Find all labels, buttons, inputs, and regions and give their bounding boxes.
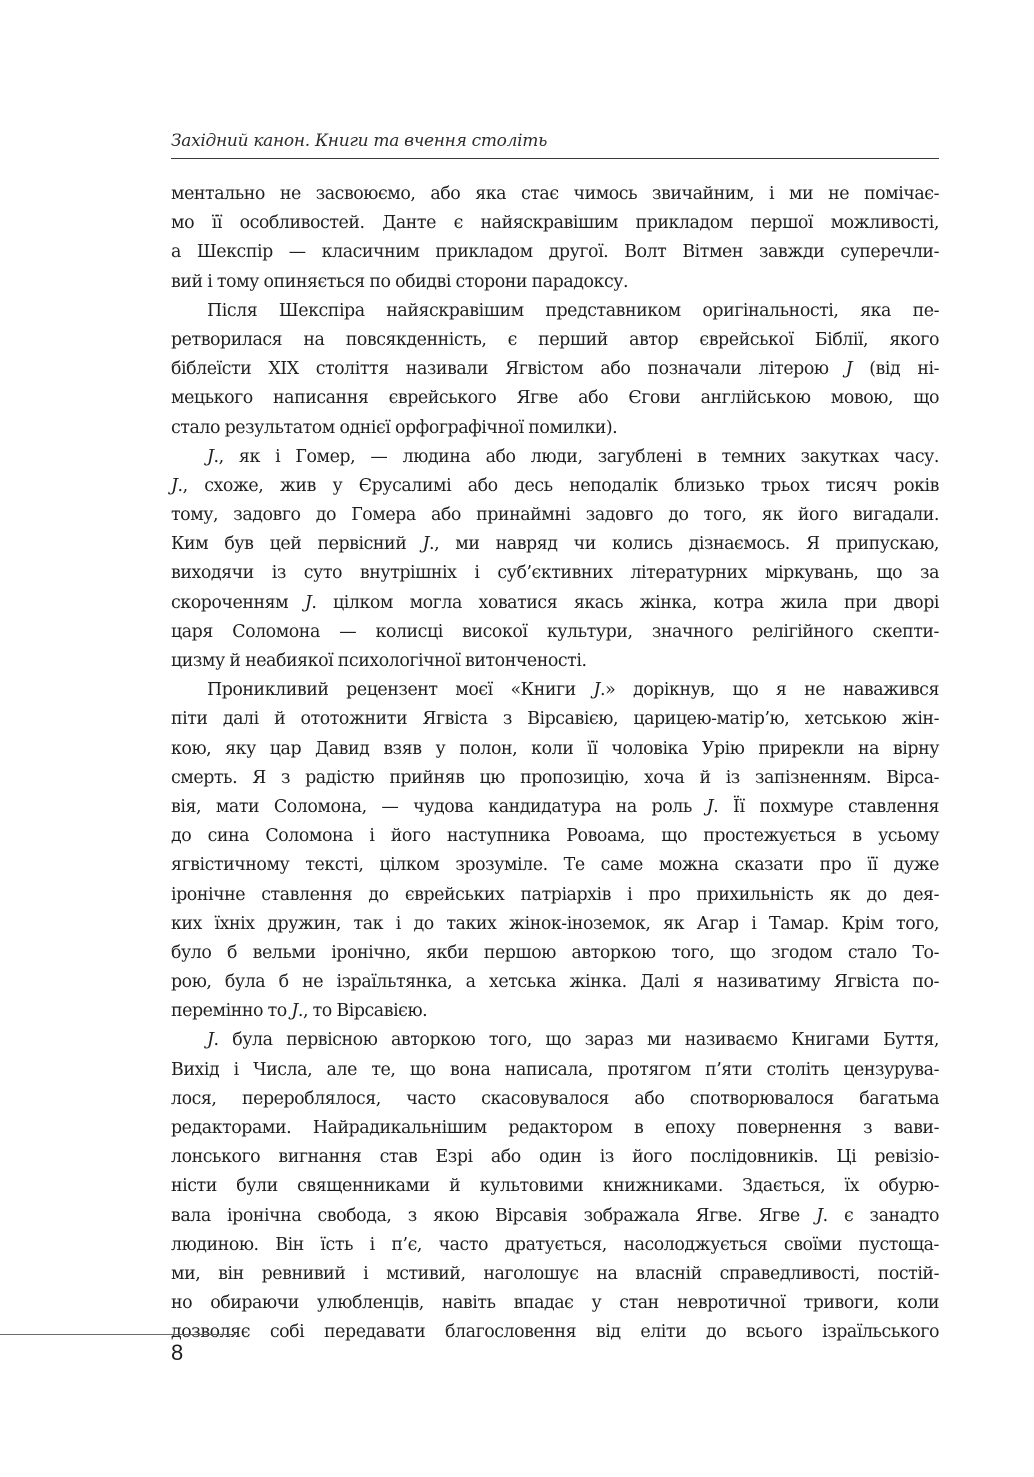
paragraph [171,676,939,1026]
text-line: стало результатом однієї орфографічної помилки). [171,417,618,438]
siglum-j: J [422,534,429,555]
header-rule [171,158,939,159]
page-number: 8 [171,1340,184,1365]
text-line: мо її особливостей. Данте є найяскравішим прикладом першої можливості, [171,213,939,234]
text-line: редакторами. Найрадикальнішим редактором в епоху повернення з вави- [171,1118,939,1138]
text-line: вий і тому опиняється по обидві сторони парадоксу. [171,271,629,292]
siglum-j: J [207,446,214,467]
text-line: лонського вигнання став Езрі або один із його послідовників. Ці ревізіо- [171,1147,939,1168]
text-line: іронічне ставлення до єврейських патріархів і про прихильність як до дея- [171,884,939,905]
siglum-j: J [706,796,714,817]
running-head: Західний канон. Книги та вчення століть [171,131,548,151]
text-line: J. була первісною авторкою того, що зараз ми називаємо Книгами Буття, [207,1030,939,1051]
text-line: ретворилася на повсякденність, є перший автор єврейської Біблії, якого [171,329,939,350]
text-line: J., як і Гомер, — людина або люди, загублені в темних закутках часу. [207,446,939,467]
text-line: скороченням J. цілком могла ховатися якась жінка, котра жила при дворі [171,592,940,613]
text-line: перемінно то J., то Вірсавією. [171,1001,428,1022]
text-line: ких їхніх дружин, так і до таких жінок-іноземок, як Агар і Тамар. Крім того, [171,913,939,934]
text-line: а Шекспір — класичним прикладом другої. Волт Вітмен завжди суперечли- [171,242,939,263]
text-line: Проникливий рецензент моєї «Книги J.» дорікнув, що я не наважився [207,680,939,701]
text-line: мецького написання єврейського Ягве або Єгови англійською мовою, що [171,388,939,409]
text-line: цизму й неабиякої психологічної витонченості. [171,651,587,671]
body-text [171,180,939,1348]
text-line: вія, мати Соломона, — чудова кандидатура на роль J. Її похмуре ставлення [171,796,939,817]
text-line: лося, перероблялося, часто скасовувалося або спотворювалося багатьма [171,1088,939,1109]
siglum-j: J [845,359,853,380]
siglum-j: J [291,1001,298,1022]
text-line: ністи були священниками й культовими книжниками. Здається, їх обурю- [171,1176,939,1197]
paragraph [171,180,939,297]
paragraph [171,1026,939,1347]
text-line: до сина Соломона і його наступника Ровоама, що простежується в усьому [171,826,939,847]
text-line: J., схоже, жив у Єрусалимі або десь неподалік близько трьох тисяч років [171,475,939,496]
text-line: Після Шекспіра найяскравішим представником оригінальності, яка пе- [207,300,939,321]
paragraph [171,297,939,443]
siglum-j: J [593,680,600,701]
text-line: ми, він ревнивий і мстивий, наголошує на власній справедливості, постій- [171,1263,939,1284]
text-line: піти далі й ототожнити Ягвіста з Вірсавією, царицею-матір’ю, хетською жін- [171,709,939,730]
text-line: людиною. Він їсть і п’є, часто дратується, насолоджується своїми пустоща- [171,1234,939,1255]
footer-rule [0,1334,236,1335]
text-line: дозволяє собі передавати благословення від еліти до всього ізраїльського [171,1322,939,1343]
text-line: виходячи із суто внутрішніх і суб’єктивних літературних міркувань, що за [171,563,939,584]
paragraph [171,443,939,677]
text-line: смерть. Я з радістю прийняв цю пропозицію, хоча й із запізненням. Вірса- [171,767,939,788]
siglum-j: J [171,475,178,496]
text-line: ментально не засвоюємо, або яка стає чимось звичайним, і ми не помічає- [171,184,939,204]
siglum-j: J [816,1205,823,1226]
text-line: Ким був цей первісний J., ми навряд чи колись дізнаємось. Я припускаю, [171,534,939,555]
siglum-j: J [304,592,312,613]
text-line: було б вельми іронічно, якби першою авторкою того, що згодом стало То- [171,942,939,963]
text-line: вала іронічна свобода, з якою Вірсавія зображала Ягве. Ягве J. є занадто [171,1205,939,1226]
text-line: царя Соломона — колисці високої культури, значного релігійного скепти- [171,621,939,642]
text-line: тому, задовго до Гомера або принаймні задовго до того, як його вигадали. [171,505,939,526]
siglum-j: J [207,1030,214,1051]
text-line: но обираючи улюбленців, навіть впадає у стан невротичної тривоги, коли [171,1293,939,1314]
text-line: Вихід і Числа, але те, що вона написала, протягом п’яти століть цензурува- [171,1059,939,1080]
text-line: рою, була б не ізраїльтянка, а хетська жінка. Далі я називатиму Ягвіста по- [171,972,939,993]
text-line: кою, яку цар Давид взяв у полон, коли її чоловіка Урію прирекли на вірну [171,738,939,759]
text-line: біблеїсти XIX століття називали Ягвістом або позначали літерою J (від ні- [171,359,939,380]
text-line: ягвістичному тексті, цілком зрозуміле. Те саме можна сказати про її дуже [171,855,939,876]
